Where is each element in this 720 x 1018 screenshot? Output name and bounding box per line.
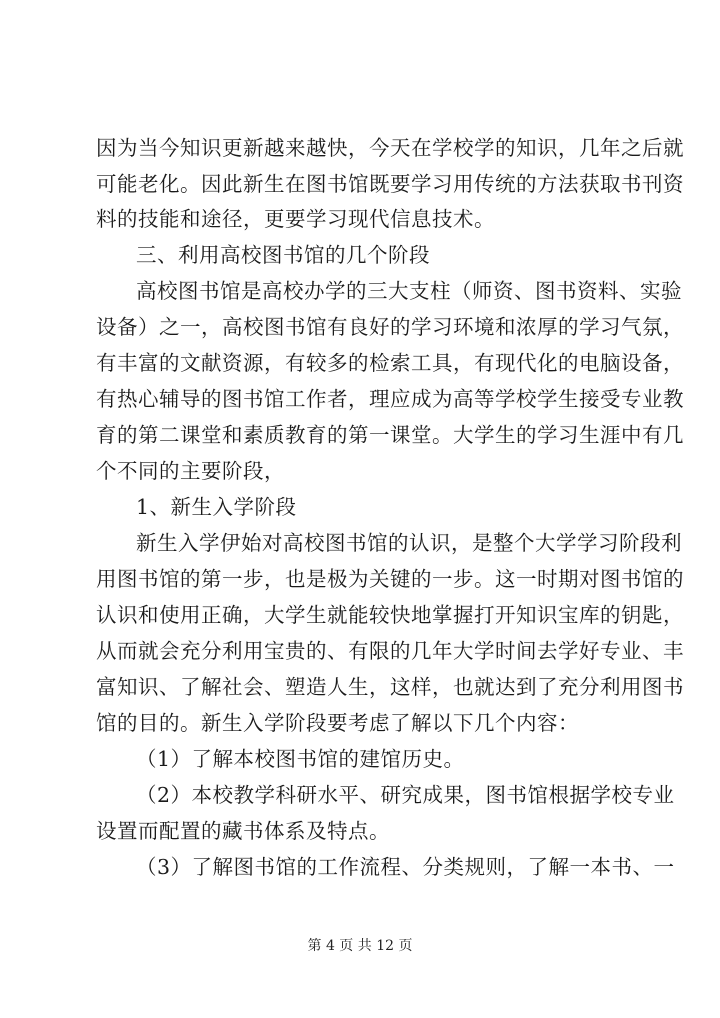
body-text-line: 新生入学伊始对高校图书馆的认识，是整个大学学习阶段利 — [136, 531, 682, 555]
body-text-line: 高校图书馆是高校办学的三大支柱（师资、图书资料、实验 — [136, 279, 682, 303]
page-number-footer: 第 4 页 共 12 页 — [307, 938, 413, 954]
body-text-line: 可能老化。因此新生在图书馆既要学习用传统的方法获取书刊资 — [96, 172, 684, 196]
body-text-line: 用图书馆的第一步，也是极为关键的一步。这一时期对图书馆的 — [96, 567, 684, 591]
list-item: （1）了解本校图书馆的建馆历史。 — [136, 747, 465, 771]
body-text-line: 从而就会充分利用宝贵的、有限的几年大学时间去学好专业、丰 — [96, 639, 684, 663]
body-text-line: 个不同的主要阶段， — [96, 459, 285, 483]
list-item: （2）本校教学科研水平、研究成果，图书馆根据学校专业 — [136, 783, 675, 807]
body-text-line: 馆的目的。新生入学阶段要考虑了解以下几个内容： — [96, 711, 579, 735]
body-text-line: 认识和使用正确，大学生就能较快地掌握打开知识宝库的钥匙， — [96, 603, 684, 627]
body-text-line: 设备）之一，高校图书馆有良好的学习环境和浓厚的学习气氛， — [96, 315, 684, 339]
list-item: （3）了解图书馆的工作流程、分类规则，了解一本书、一 — [136, 855, 675, 879]
subsection-heading: 1、新生入学阶段 — [136, 495, 297, 519]
body-text-line: 有丰富的文献资源，有较多的检索工具，有现代化的电脑设备， — [96, 351, 684, 375]
body-text-line: 有热心辅导的图书馆工作者，理应成为高等学校学生接受专业教 — [96, 387, 684, 411]
section-heading: 三、利用高校图书馆的几个阶段 — [136, 243, 430, 267]
body-text-line: 育的第二课堂和素质教育的第一课堂。大学生的学习生涯中有几 — [96, 423, 684, 447]
body-text-line: 因为当今知识更新越来越快，今天在学校学的知识，几年之后就 — [96, 136, 684, 160]
body-text-line: 料的技能和途径，更要学习现代信息技术。 — [96, 207, 495, 231]
body-text-line: 富知识、了解社会、塑造人生，这样，也就达到了充分利用图书 — [96, 675, 684, 699]
body-text-line: 设置而配置的藏书体系及特点。 — [96, 819, 390, 843]
